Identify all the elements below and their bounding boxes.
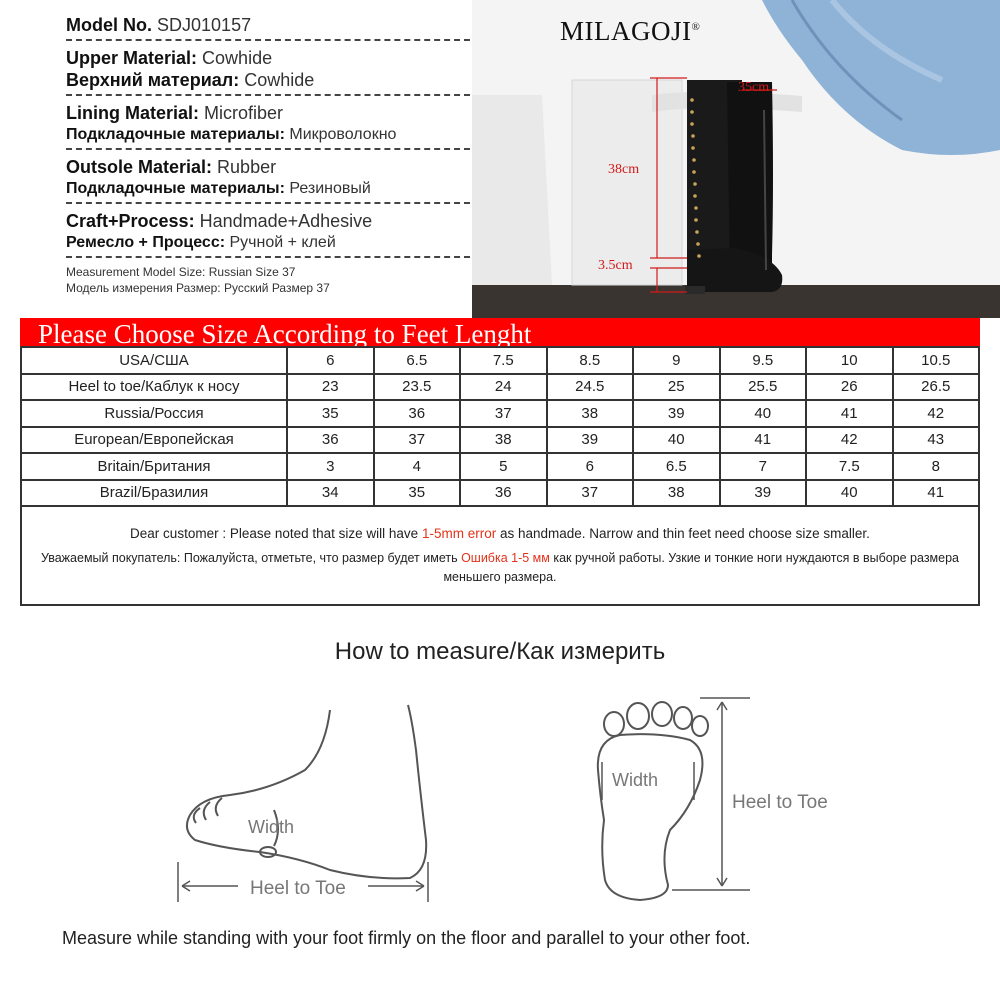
size-banner: Please Choose Size According to Feet Lenght	[20, 318, 980, 348]
notice-en-text-end: as handmade. Narrow and thin feet need choose size smaller.	[496, 526, 870, 541]
registered-mark: ®	[691, 21, 701, 33]
size-cell: 6.5	[374, 347, 461, 374]
size-cell: 9.5	[720, 347, 807, 374]
size-cell: 36	[374, 400, 461, 427]
size-row-label: USA/США	[21, 347, 287, 374]
size-cell: 40	[806, 480, 893, 507]
size-cell: 41	[720, 427, 807, 454]
spec-upper-material	[66, 47, 470, 96]
size-cell: 42	[806, 427, 893, 454]
how-to-measure-title: How to measure/Как измерить	[334, 638, 666, 665]
spec-value: Rubber	[217, 157, 277, 177]
dimension-shaft-height: 38cm	[608, 162, 640, 177]
size-row	[21, 400, 979, 427]
notice-ru-text-end: как ручной работы. Узкие и тонкие ноги нуждаются в выборе размера меньшего размера.	[443, 551, 959, 584]
notice-ru-error: Ошибка 1-5 мм	[461, 551, 550, 565]
notice-en	[22, 526, 978, 541]
size-cell: 41	[806, 400, 893, 427]
sole-width-label: Width	[612, 770, 659, 790]
spec-label-ru: Верхний материал:	[66, 70, 240, 90]
size-row	[21, 480, 979, 507]
size-cell: 7	[720, 453, 807, 480]
size-cell: 41	[893, 480, 980, 507]
size-row	[21, 374, 979, 401]
spec-value-ru: Ручной + клей	[229, 234, 336, 251]
size-row	[21, 453, 979, 480]
sole-foot-icon	[598, 702, 708, 900]
size-cell: 8.5	[547, 347, 634, 374]
dimension-heel-height: 3.5cm	[598, 258, 633, 273]
measure-diagrams	[0, 680, 1000, 920]
size-cell: 42	[893, 400, 980, 427]
side-heel-to-toe-label: Heel to Toe	[250, 878, 346, 899]
size-cell: 37	[547, 480, 634, 507]
size-notice	[20, 506, 980, 606]
notice-en-text: Dear customer : Please noted that size will have	[130, 526, 422, 541]
size-cell: 24	[460, 374, 547, 401]
size-cell: 35	[287, 400, 374, 427]
size-cell: 37	[374, 427, 461, 454]
size-cell: 6.5	[633, 453, 720, 480]
size-cell: 23	[287, 374, 374, 401]
size-cell: 26.5	[893, 374, 980, 401]
size-cell: 25	[633, 374, 720, 401]
size-row-label: European/Европейская	[21, 427, 287, 454]
size-cell: 3	[287, 453, 374, 480]
size-cell: 26	[806, 374, 893, 401]
size-cell: 40	[720, 400, 807, 427]
spec-value: SDJ010157	[157, 15, 252, 35]
foot-diagrams	[0, 680, 1000, 920]
size-cell: 39	[720, 480, 807, 507]
size-cell: 7.5	[460, 347, 547, 374]
measure-instruction: Measure while standing with your foot firmly on the floor and parallel to your other foot.	[62, 928, 751, 948]
size-cell: 5	[460, 453, 547, 480]
size-cell: 34	[287, 480, 374, 507]
size-cell: 25.5	[720, 374, 807, 401]
spec-value: Handmade+Adhesive	[199, 211, 373, 231]
notice-en-error: 1-5mm error	[421, 526, 497, 541]
size-row-label: Russia/Россия	[21, 400, 287, 427]
size-cell: 10	[806, 347, 893, 374]
size-cell: 8	[893, 453, 980, 480]
spec-model-number	[66, 14, 470, 41]
size-row-label: Britain/Британия	[21, 453, 287, 480]
size-cell: 40	[633, 427, 720, 454]
spec-label: Outsole Material:	[66, 157, 213, 177]
size-cell: 24.5	[547, 374, 634, 401]
sole-heel-to-toe-label: Heel to Toe	[732, 792, 828, 813]
spec-label-ru: Ремесло + Процесс:	[66, 234, 226, 251]
spec-label-ru: Подкладочные материалы:	[66, 180, 285, 197]
size-cell: 7.5	[806, 453, 893, 480]
size-cell: 4	[374, 453, 461, 480]
measurement-model-size-ru: Модель измерения Размер: Русский Размер 37	[66, 281, 330, 295]
dimension-top-width: 35cm	[738, 80, 770, 95]
spec-label: Craft+Process:	[66, 211, 195, 231]
size-row	[21, 427, 979, 454]
size-cell: 39	[633, 400, 720, 427]
size-row-label: Heel to toe/Каблук к носу	[21, 374, 287, 401]
spec-lining-material	[66, 102, 470, 150]
spec-label: Lining Material:	[66, 103, 200, 123]
size-cell: 38	[460, 427, 547, 454]
size-cell: 36	[287, 427, 374, 454]
side-foot-icon	[187, 705, 426, 878]
size-row	[21, 347, 979, 374]
notice-ru	[22, 549, 978, 587]
spec-value: Microfiber	[204, 103, 284, 123]
notice-ru-text: Уважаемый покупатель: Пожалуйста, отметьте, что размер будет иметь	[40, 551, 462, 565]
size-cell: 37	[460, 400, 547, 427]
size-cell: 10.5	[893, 347, 980, 374]
spec-value-ru: Микроволокно	[289, 126, 397, 143]
product-photo	[472, 0, 1000, 318]
side-width-label: Width	[248, 817, 295, 837]
size-cell: 9	[633, 347, 720, 374]
spec-label: Upper Material:	[66, 48, 198, 68]
measurement-model-size: Measurement Model Size: Russian Size 37	[66, 265, 296, 279]
spec-label-ru: Подкладочные материалы:	[66, 126, 285, 143]
size-cell: 23.5	[374, 374, 461, 401]
spec-value-ru: Cowhide	[244, 70, 315, 90]
spec-label: Model No.	[66, 15, 152, 35]
size-row-label: Brazil/Бразилия	[21, 480, 287, 507]
size-cell: 43	[893, 427, 980, 454]
size-cell: 6	[287, 347, 374, 374]
spec-outsole-material	[66, 156, 470, 204]
size-cell: 39	[547, 427, 634, 454]
size-table	[20, 346, 980, 507]
size-cell: 35	[374, 480, 461, 507]
spec-value: Cowhide	[202, 48, 273, 68]
size-cell: 38	[547, 400, 634, 427]
size-cell: 38	[633, 480, 720, 507]
size-cell: 36	[460, 480, 547, 507]
brand-name: MILAGOJI	[560, 16, 692, 46]
spec-value-ru: Резиновый	[289, 180, 371, 197]
spec-craft-process	[66, 210, 470, 258]
product-specs	[66, 14, 470, 296]
boot-illustration	[472, 0, 1000, 318]
size-cell: 6	[547, 453, 634, 480]
brand-logo	[560, 16, 700, 47]
